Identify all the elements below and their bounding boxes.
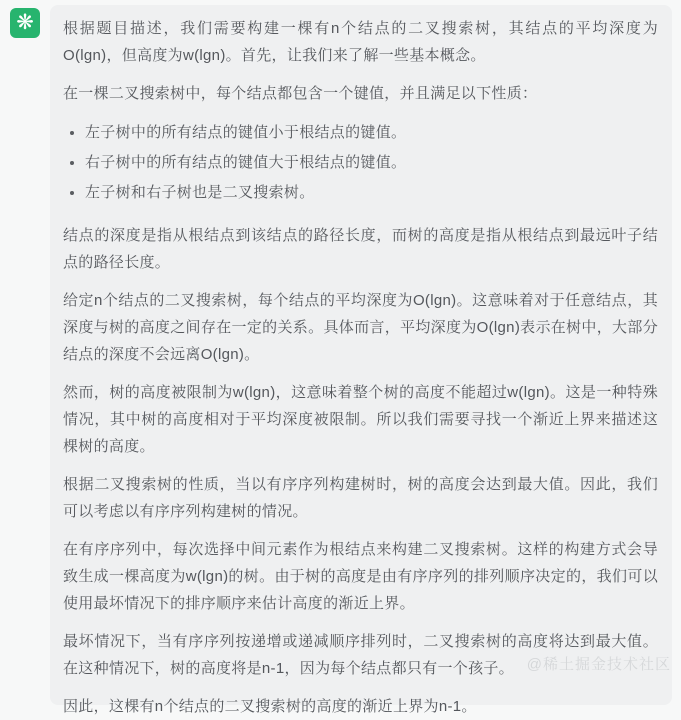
message-paragraph: 因此，这棵有n个结点的二叉搜索树的高度的渐近上界为n-1。 [63,698,477,715]
assistant-avatar [10,8,40,38]
watermark: @稀土掘金技术社区 [526,656,671,673]
list-item-text: 左子树和右子树也是二叉搜索树。 [85,184,315,201]
message-paragraph: 在一棵二叉搜索树中，每个结点都包含一个键值，并且满足以下性质： [63,85,538,102]
bullet-icon [70,161,74,165]
message-paragraph: 然而，树的高度被限制为w(lgn)，这意味着整个树的高度不能超过w(lgn)。这是一种特殊情况，其中树的高度相对于平均深度被限制。所以我们需要寻找一个渐近上界来描述这棵树的高度。 [63,384,658,455]
list-item [70,178,658,208]
list-item [70,118,658,148]
list-item [70,148,658,178]
message-paragraph: 最坏情况下，当有序序列按递增或递减顺序排列时，二叉搜索树的高度将达到最大值。在这种情况下，树的高度将是n-1，因为每个结点都只有一个孩子。 [63,633,658,677]
message-paragraph: 在有序序列中，每次选择中间元素作为根结点来构建二叉搜索树。这样的构建方式会导致生成一棵高度为w(lgn)的树。由于树的高度是由有序序列的排列顺序决定的，我们可以使用最坏情况下的排序顺序来估计高度的渐近上界。 [63,541,658,612]
message-paragraph: 根据题目描述，我们需要构建一棵有n个结点的二叉搜索树，其结点的平均深度为O(lgn)，但高度为w(lgn)。首先，让我们来了解一些基本概念。 [63,20,658,64]
message-paragraph: 结点的深度是指从根结点到该结点的路径长度，而树的高度是指从根结点到最远叶子结点的路径长度。 [63,227,658,271]
list-item-text: 右子树中的所有结点的键值大于根结点的键值。 [85,154,407,171]
bst-properties-list [63,118,658,208]
assistant-message-bubble [50,5,672,715]
assistant-logo-icon: ❋ [16,10,34,34]
bullet-icon [70,131,74,135]
bullet-icon [70,191,74,195]
message-paragraph: 根据二叉搜索树的性质，当以有序序列构建树时，树的高度会达到最大值。因此，我们可以考虑以有序序列构建树的情况。 [63,476,658,520]
message-paragraph: 给定n个结点的二叉搜索树，每个结点的平均深度为O(lgn)。这意味着对于任意结点，其深度与树的高度之间存在一定的关系。具体而言，平均深度为O(lgn)表示在树中，大部分结点的深度不会远离O(lgn)。 [63,292,658,363]
list-item-text: 左子树中的所有结点的键值小于根结点的键值。 [85,124,407,141]
